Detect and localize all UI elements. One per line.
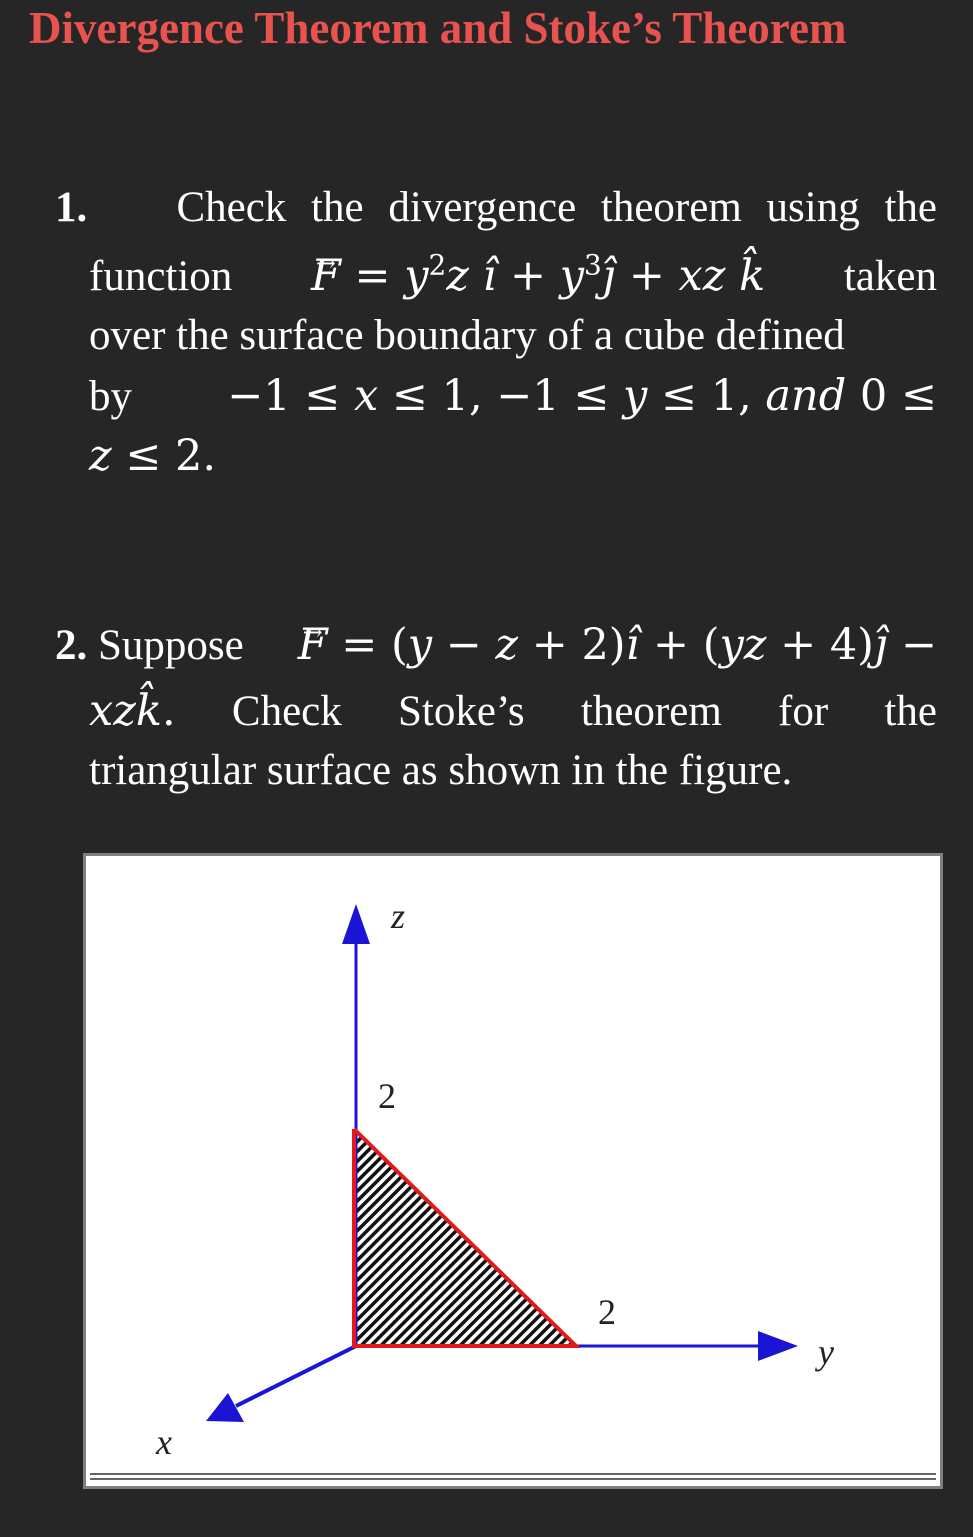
check-word-3: theorem <box>580 688 722 735</box>
triangle-figure <box>83 853 943 1489</box>
problem-2-vector-field: F → = (y − z + 2)î + (yz + 4)ĵ − <box>298 615 937 675</box>
problem-1-bounds: −1 ≤ x ≤ 1, −1 ≤ y ≤ 1, and 0 ≤ <box>227 371 937 421</box>
check-word-1: Check <box>231 688 342 735</box>
problem-1-line-2 <box>89 246 937 306</box>
problem-1-function-word: function <box>89 253 233 300</box>
page-title: Divergence Theorem and Stoke’s Theorem <box>29 3 847 53</box>
problem-1-intro: Check the divergence theorem using the <box>176 184 937 231</box>
x-axis-label: x <box>156 1422 172 1462</box>
y-axis-arrowhead <box>758 1331 798 1361</box>
problem-1-line-4 <box>89 366 937 426</box>
problem-1-line-1 <box>55 178 937 238</box>
z-intercept-label: 2 <box>378 1076 396 1116</box>
check-word-5: the <box>884 688 937 735</box>
check-word-4: for <box>778 688 829 735</box>
figure-svg <box>86 856 940 1486</box>
problem-1-vector-field: F → = $y^2z$ î + $y^3ĵ$ + xz k̂ <box>311 246 765 306</box>
check-word-2: Stoke’s <box>398 688 525 735</box>
problem-1-taken: taken <box>843 253 937 300</box>
problem-2-line-2 <box>89 681 937 741</box>
problem-2-number: 2. <box>55 622 88 669</box>
y-intercept-label: 2 <box>598 1292 616 1332</box>
x-axis-arrowhead <box>206 1393 244 1422</box>
y-axis-label: y <box>818 1332 834 1372</box>
problem-2-field-end: xzk̂. <box>89 686 176 736</box>
z-axis-arrowhead <box>342 904 370 944</box>
problem-1-line-3: over the surface boundary of a cube defined <box>89 312 845 359</box>
problem-1-bounds-end: z ≤ 2. <box>89 431 217 481</box>
problem-2-suppose: Suppose <box>98 622 244 669</box>
problem-1-number: 1. <box>55 184 88 231</box>
problem-2-line-3: triangular surface as shown in the figure. <box>89 747 793 794</box>
x-axis <box>236 1346 356 1406</box>
problem-1-by: by <box>89 373 132 420</box>
z-axis-label: z <box>391 896 406 936</box>
problem-2-line-1 <box>55 615 937 675</box>
